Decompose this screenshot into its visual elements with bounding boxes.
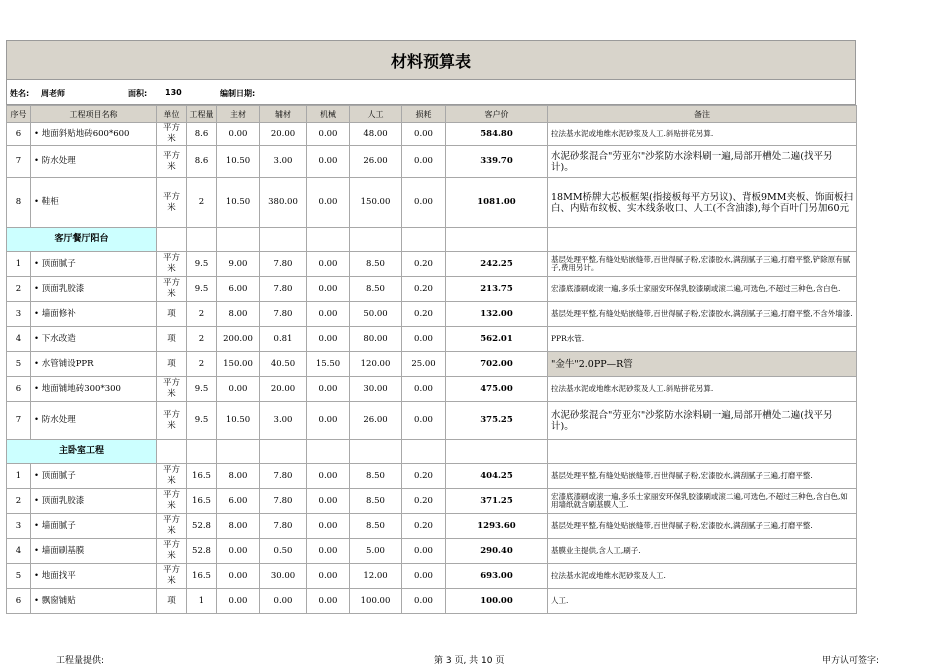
cell-mech: 0.00 — [307, 589, 350, 614]
cell-loss: 0.00 — [402, 402, 446, 440]
cell-no: 1 — [7, 464, 31, 489]
cell-unit: 平方米 — [157, 252, 187, 277]
cell-note: 人工. — [548, 589, 857, 614]
name-label: 姓名: — [10, 89, 30, 98]
cell-qty: 1 — [187, 589, 217, 614]
cell-mech: 0.00 — [307, 277, 350, 302]
cell-mech: 0.00 — [307, 178, 350, 228]
cell-price: 290.40 — [446, 539, 548, 564]
cell-name: • 顶面腻子 — [31, 464, 157, 489]
cell-labor: 5.00 — [350, 539, 402, 564]
cell-aux: 7.80 — [260, 514, 307, 539]
table-row — [7, 402, 857, 440]
cell-loss: 0.00 — [402, 377, 446, 402]
cell-note: "金牛"2.0PP—R管 — [548, 352, 857, 377]
cell-name: • 顶面乳胶漆 — [31, 277, 157, 302]
cell-qty: 2 — [187, 327, 217, 352]
cell-note: 水泥砂浆混合"劳亚尔"沙浆防水涂料刷一遍,局部开槽处二遍(找平另计)。 — [548, 402, 857, 440]
cell-name: • 防水处理 — [31, 146, 157, 178]
cell-qty: 9.5 — [187, 377, 217, 402]
cell-mech: 0.00 — [307, 564, 350, 589]
section-title: 客厅餐厅阳台 — [7, 228, 157, 252]
cell-qty: 8.6 — [187, 146, 217, 178]
cell-labor: 8.50 — [350, 514, 402, 539]
table-row — [7, 377, 857, 402]
cell-main: 0.00 — [217, 589, 260, 614]
cell-aux: 380.00 — [260, 178, 307, 228]
cell-aux: 7.80 — [260, 277, 307, 302]
cell-unit: 平方米 — [157, 539, 187, 564]
cell-qty: 2 — [187, 178, 217, 228]
cell-mech: 0.00 — [307, 539, 350, 564]
cell-loss: 0.00 — [402, 146, 446, 178]
section-title: 主卧室工程 — [7, 440, 157, 464]
cell-name: • 地面找平 — [31, 564, 157, 589]
page-footer — [0, 650, 950, 672]
cell-no: 5 — [7, 352, 31, 377]
cell-mech: 0.00 — [307, 402, 350, 440]
cell-main: 150.00 — [217, 352, 260, 377]
header-cell: 备注 — [548, 106, 857, 123]
info-row — [6, 80, 856, 105]
cell-aux: 3.00 — [260, 402, 307, 440]
cell-aux: 7.80 — [260, 302, 307, 327]
cell-price: 132.00 — [446, 302, 548, 327]
header-cell: 主材 — [217, 106, 260, 123]
cell-name: • 墙面修补 — [31, 302, 157, 327]
cell-price: 1081.00 — [446, 178, 548, 228]
table-row — [7, 564, 857, 589]
empty-cell — [187, 440, 217, 464]
cell-mech: 0.00 — [307, 252, 350, 277]
table-row — [7, 146, 857, 178]
cell-loss: 0.20 — [402, 489, 446, 514]
cell-main: 10.50 — [217, 146, 260, 178]
cell-no: 7 — [7, 146, 31, 178]
cell-aux: 30.00 — [260, 564, 307, 589]
cell-no: 4 — [7, 327, 31, 352]
cell-no: 8 — [7, 178, 31, 228]
cell-no: 5 — [7, 564, 31, 589]
cell-note: 拉法基水泥或地维水泥砂浆及人工.斜贴拼花另算. — [548, 377, 857, 402]
cell-price: 1293.60 — [446, 514, 548, 539]
cell-price: 242.25 — [446, 252, 548, 277]
cell-loss: 0.00 — [402, 589, 446, 614]
header-row — [7, 106, 857, 123]
budget-table — [6, 105, 857, 614]
cell-name: • 地面斜贴地砖600*600 — [31, 123, 157, 146]
cell-no: 2 — [7, 489, 31, 514]
empty-cell — [350, 440, 402, 464]
cell-labor: 50.00 — [350, 302, 402, 327]
cell-loss: 25.00 — [402, 352, 446, 377]
cell-main: 200.00 — [217, 327, 260, 352]
cell-labor: 8.50 — [350, 277, 402, 302]
cell-no: 7 — [7, 402, 31, 440]
table-row — [7, 327, 857, 352]
cell-mech: 15.50 — [307, 352, 350, 377]
cell-name: • 墙面刷基膜 — [31, 539, 157, 564]
cell-no: 6 — [7, 123, 31, 146]
cell-loss: 0.20 — [402, 302, 446, 327]
cell-labor: 8.50 — [350, 252, 402, 277]
cell-mech: 0.00 — [307, 123, 350, 146]
header-cell: 损耗 — [402, 106, 446, 123]
cell-qty: 16.5 — [187, 464, 217, 489]
cell-aux: 3.00 — [260, 146, 307, 178]
cell-unit: 项 — [157, 327, 187, 352]
cell-labor: 100.00 — [350, 589, 402, 614]
cell-name: • 防水处理 — [31, 402, 157, 440]
cell-note: PPR水管. — [548, 327, 857, 352]
name-value: 周老师 — [41, 89, 65, 98]
cell-note: 水泥砂浆混合"劳亚尔"沙浆防水涂料刷一遍,局部开槽处二遍(找平另计)。 — [548, 146, 857, 178]
empty-cell — [307, 440, 350, 464]
cell-no: 6 — [7, 589, 31, 614]
empty-cell — [260, 228, 307, 252]
cell-main: 0.00 — [217, 539, 260, 564]
empty-cell — [446, 228, 548, 252]
cell-aux: 20.00 — [260, 123, 307, 146]
cell-loss: 0.00 — [402, 327, 446, 352]
cell-name: • 顶面乳胶漆 — [31, 489, 157, 514]
empty-cell — [307, 228, 350, 252]
header-cell: 辅材 — [260, 106, 307, 123]
cell-unit: 项 — [157, 589, 187, 614]
cell-note: 宏漆底漆刷或滚一遍,多乐士家丽安环保乳胶漆刷或滚二遍,可选色,不超过三种色,含白色,如用墙纸就含刷基膜人工. — [548, 489, 857, 514]
cell-main: 8.00 — [217, 302, 260, 327]
cell-unit: 平方米 — [157, 489, 187, 514]
cell-price: 371.25 — [446, 489, 548, 514]
empty-cell — [548, 440, 857, 464]
area-label: 面积: — [128, 89, 148, 98]
empty-cell — [402, 440, 446, 464]
cell-price: 475.00 — [446, 377, 548, 402]
cell-qty: 52.8 — [187, 514, 217, 539]
empty-cell — [187, 228, 217, 252]
cell-no: 4 — [7, 539, 31, 564]
table-row — [7, 123, 857, 146]
section-row — [7, 228, 857, 252]
cell-price: 693.00 — [446, 564, 548, 589]
cell-price: 404.25 — [446, 464, 548, 489]
cell-name: • 墙面腻子 — [31, 514, 157, 539]
cell-unit: 平方米 — [157, 146, 187, 178]
area-value: 130 — [165, 88, 182, 97]
cell-loss: 0.20 — [402, 514, 446, 539]
cell-name: • 顶面腻子 — [31, 252, 157, 277]
cell-labor: 8.50 — [350, 489, 402, 514]
cell-no: 1 — [7, 252, 31, 277]
cell-aux: 0.50 — [260, 539, 307, 564]
cell-unit: 平方米 — [157, 277, 187, 302]
table-row — [7, 489, 857, 514]
cell-aux: 0.00 — [260, 589, 307, 614]
cell-labor: 8.50 — [350, 464, 402, 489]
header-cell: 客户价 — [446, 106, 548, 123]
cell-main: 0.00 — [217, 564, 260, 589]
cell-note: 基层处理平整,有缝处贴嵌缝带,百世得腻子粉,宏漆胶水,满刮腻子三遍,打磨平整. — [548, 514, 857, 539]
page-number: 第 3 页, 共 10 页 — [434, 656, 505, 666]
table-row — [7, 352, 857, 377]
cell-qty: 16.5 — [187, 564, 217, 589]
cell-price: 375.25 — [446, 402, 548, 440]
cell-unit: 平方米 — [157, 123, 187, 146]
cell-price: 339.70 — [446, 146, 548, 178]
cell-price: 213.75 — [446, 277, 548, 302]
cell-qty: 2 — [187, 302, 217, 327]
cell-note: 基膜业主提供,含人工,刷子. — [548, 539, 857, 564]
cell-aux: 40.50 — [260, 352, 307, 377]
footer-right: 甲方认可签字: — [822, 656, 880, 666]
cell-unit: 平方米 — [157, 564, 187, 589]
cell-labor: 26.00 — [350, 146, 402, 178]
cell-loss: 0.20 — [402, 252, 446, 277]
cell-no: 2 — [7, 277, 31, 302]
cell-qty: 8.6 — [187, 123, 217, 146]
cell-main: 6.00 — [217, 489, 260, 514]
empty-cell — [350, 228, 402, 252]
cell-main: 6.00 — [217, 277, 260, 302]
budget-sheet — [6, 40, 856, 614]
cell-price: 562.01 — [446, 327, 548, 352]
cell-mech: 0.00 — [307, 146, 350, 178]
cell-labor: 150.00 — [350, 178, 402, 228]
cell-qty: 2 — [187, 352, 217, 377]
cell-note: 拉法基水泥或地维水泥砂浆及人工. — [548, 564, 857, 589]
cell-labor: 30.00 — [350, 377, 402, 402]
cell-loss: 0.00 — [402, 123, 446, 146]
empty-cell — [402, 228, 446, 252]
cell-main: 9.00 — [217, 252, 260, 277]
header-cell: 序号 — [7, 106, 31, 123]
cell-labor: 12.00 — [350, 564, 402, 589]
cell-mech: 0.00 — [307, 464, 350, 489]
footer-left: 工程量提供: — [56, 656, 105, 666]
cell-qty: 9.5 — [187, 402, 217, 440]
cell-price: 100.00 — [446, 589, 548, 614]
table-row — [7, 252, 857, 277]
header-cell: 人工 — [350, 106, 402, 123]
cell-name: • 下水改造 — [31, 327, 157, 352]
cell-labor: 48.00 — [350, 123, 402, 146]
cell-aux: 0.81 — [260, 327, 307, 352]
cell-aux: 7.80 — [260, 252, 307, 277]
cell-qty: 52.8 — [187, 539, 217, 564]
empty-cell — [217, 440, 260, 464]
sheet-title: 材料预算表 — [6, 40, 856, 80]
cell-price: 702.00 — [446, 352, 548, 377]
cell-no: 3 — [7, 514, 31, 539]
cell-price: 584.80 — [446, 123, 548, 146]
cell-main: 10.50 — [217, 402, 260, 440]
cell-note: 宏漆底漆刷或滚一遍,多乐士家丽安环保乳胶漆刷或滚二遍,可选色,不超过三种色,含白色. — [548, 277, 857, 302]
cell-main: 0.00 — [217, 377, 260, 402]
table-row — [7, 178, 857, 228]
cell-mech: 0.00 — [307, 489, 350, 514]
cell-loss: 0.20 — [402, 464, 446, 489]
cell-labor: 80.00 — [350, 327, 402, 352]
cell-note: 基层处理平整,有缝处贴嵌缝带,百世得腻子粉,宏漆胶水,满刮腻子三遍,打磨平整. — [548, 464, 857, 489]
cell-unit: 平方米 — [157, 514, 187, 539]
cell-labor: 26.00 — [350, 402, 402, 440]
cell-main: 8.00 — [217, 464, 260, 489]
cell-name: • 地面铺地砖300*300 — [31, 377, 157, 402]
empty-cell — [157, 228, 187, 252]
cell-unit: 平方米 — [157, 402, 187, 440]
cell-loss: 0.20 — [402, 277, 446, 302]
header-cell: 工程量 — [187, 106, 217, 123]
table-row — [7, 539, 857, 564]
cell-no: 3 — [7, 302, 31, 327]
cell-qty: 9.5 — [187, 252, 217, 277]
header-cell: 工程项目名称 — [31, 106, 157, 123]
cell-main: 10.50 — [217, 178, 260, 228]
empty-cell — [548, 228, 857, 252]
cell-main: 0.00 — [217, 123, 260, 146]
cell-loss: 0.00 — [402, 564, 446, 589]
cell-unit: 平方米 — [157, 377, 187, 402]
empty-cell — [217, 228, 260, 252]
cell-loss: 0.00 — [402, 178, 446, 228]
cell-no: 6 — [7, 377, 31, 402]
cell-aux: 20.00 — [260, 377, 307, 402]
cell-name: • 飘窗铺贴 — [31, 589, 157, 614]
table-row — [7, 464, 857, 489]
cell-mech: 0.00 — [307, 514, 350, 539]
empty-cell — [260, 440, 307, 464]
cell-mech: 0.00 — [307, 327, 350, 352]
cell-mech: 0.00 — [307, 377, 350, 402]
cell-mech: 0.00 — [307, 302, 350, 327]
cell-labor: 120.00 — [350, 352, 402, 377]
cell-unit: 平方米 — [157, 464, 187, 489]
cell-note: 18MM桥牌大芯板框架(指接板每平方另议)、背板9MM夹板、饰面板扫白、内贴布纹板、实木线条收口、人工(不含油漆),每个百叶门另加60元 — [548, 178, 857, 228]
table-row — [7, 514, 857, 539]
cell-unit: 项 — [157, 352, 187, 377]
table-row — [7, 589, 857, 614]
cell-name: • 水管铺设PPR — [31, 352, 157, 377]
cell-note: 基层处理平整,有缝处贴嵌缝带,百世得腻子粉,宏漆胶水,满刮腻子三遍,打磨平整,不含外墙漆. — [548, 302, 857, 327]
cell-loss: 0.00 — [402, 539, 446, 564]
cell-qty: 16.5 — [187, 489, 217, 514]
cell-qty: 9.5 — [187, 277, 217, 302]
cell-note: 基层处理平整,有缝处贴嵌缝带,百世得腻子粉,宏漆胶水,满刮腻子三遍,打磨平整,铲除原有腻子,费用另计。 — [548, 252, 857, 277]
section-row — [7, 440, 857, 464]
cell-note: 拉法基水泥或地维水泥砂浆及人工.斜贴拼花另算. — [548, 123, 857, 146]
table-row — [7, 277, 857, 302]
header-cell: 机械 — [307, 106, 350, 123]
cell-main: 8.00 — [217, 514, 260, 539]
cell-aux: 7.80 — [260, 489, 307, 514]
cell-name: • 鞋柜 — [31, 178, 157, 228]
cell-aux: 7.80 — [260, 464, 307, 489]
header-cell: 单位 — [157, 106, 187, 123]
cell-unit: 项 — [157, 302, 187, 327]
cell-unit: 平方米 — [157, 178, 187, 228]
empty-cell — [157, 440, 187, 464]
empty-cell — [446, 440, 548, 464]
date-label: 编制日期: — [220, 89, 256, 98]
table-row — [7, 302, 857, 327]
